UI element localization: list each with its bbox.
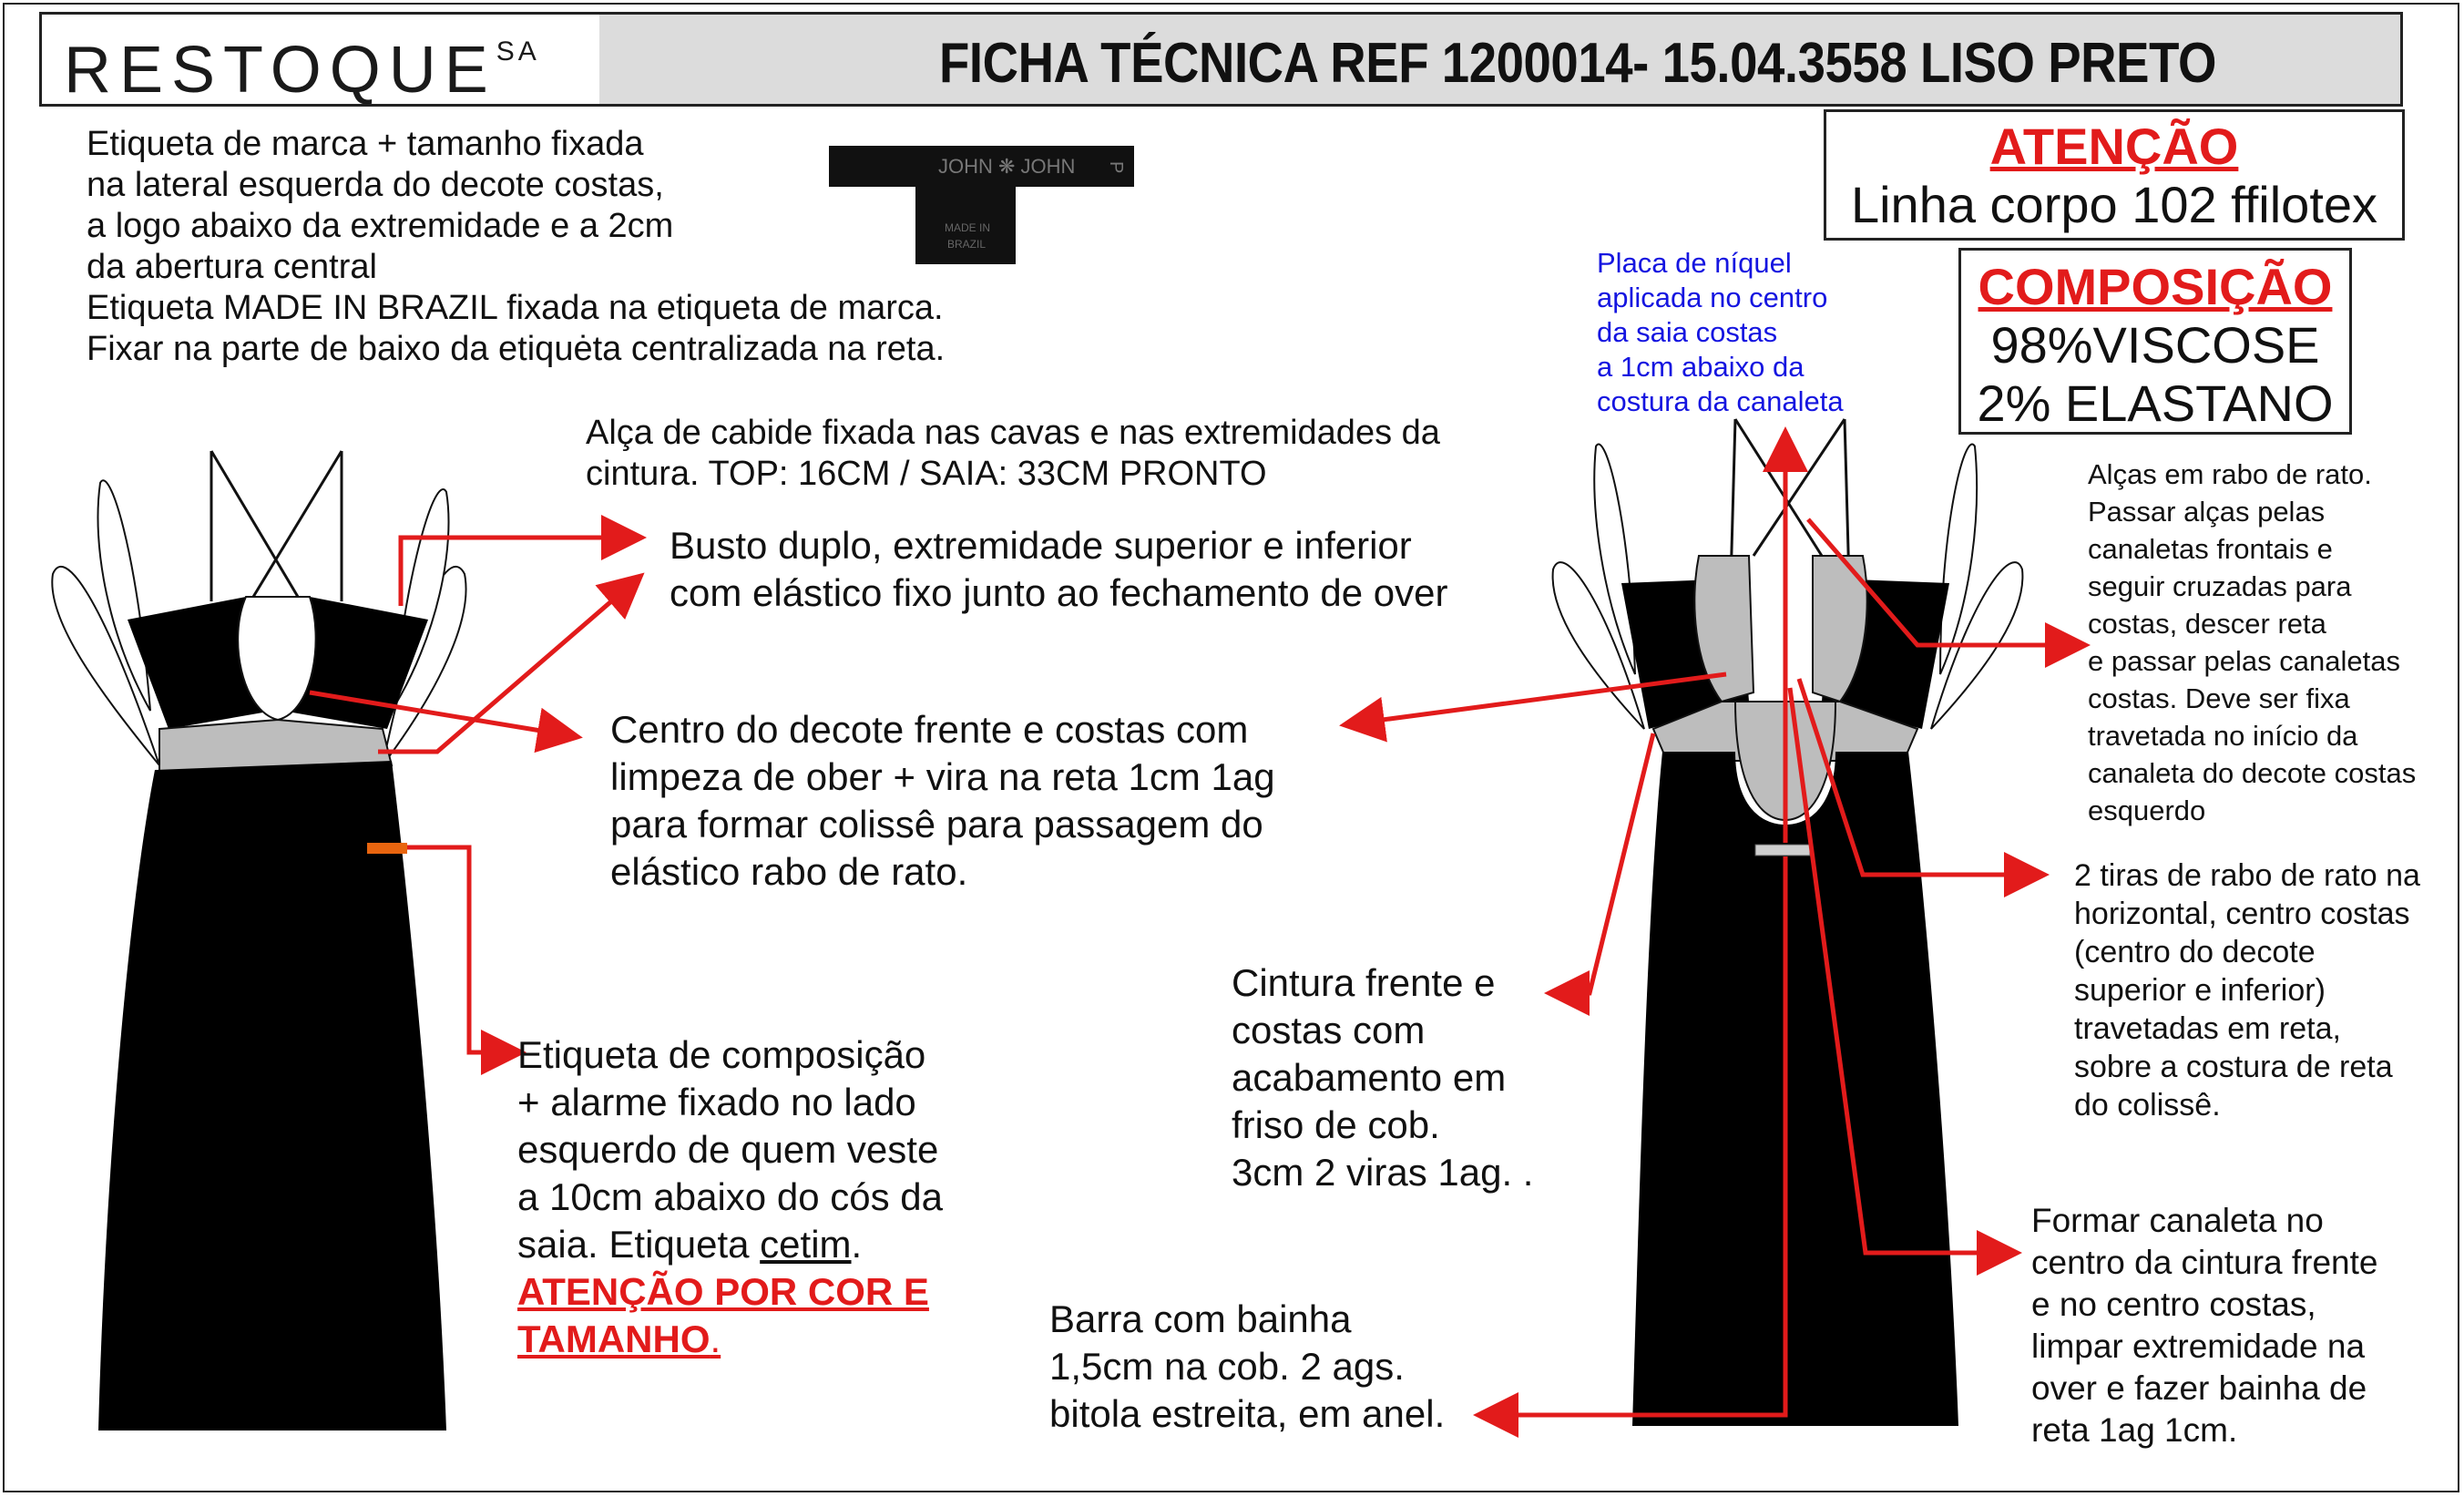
- composition-heading: COMPOSIÇÃO: [1978, 258, 2333, 315]
- neckline-note: Centro do decote frente e costas com limpeza de ober + vira na reta 1cm 1ag para formar colissê para passagem do elástico rabo de rato.: [610, 708, 1275, 893]
- attention-box: [1824, 109, 2405, 241]
- label-position-note: Etiqueta de marca + tamanho fixada na lateral esquerda do decote costas, a logo abaixo da extremidade e a 2cm da abertura central Etiqueta MADE IN BRAZIL fixada na etiqueta de marca. Fixar na parte de baixo da etiquėta centralizada na reta.: [87, 125, 946, 368]
- page-title: FICHA TÉCNICA REF 1200014- 15.04.3558 LISO PRETO: [939, 32, 2217, 95]
- composition-viscose: 98%VISCOSE: [1990, 316, 2320, 374]
- nickel-plate-note: Placa de níquel aplicada no centro da saia costas a 1cm abaixo da costura da canaleta: [1597, 247, 1844, 417]
- composition-label-note: Etiqueta de composição + alarme fixado no lado esquerdo de quem veste a 10cm abaixo do cós da saia. Etiqueta cetim. ATENÇÃO POR COR E TAMANHO.: [517, 1033, 943, 1360]
- hem-note: Barra com bainha 1,5cm na cob. 2 ags. bitola estreita, em anel.: [1049, 1297, 1446, 1435]
- tag-brand-text: JOHN ❋ JOHN: [938, 155, 1076, 178]
- tag-country: BRAZIL: [947, 238, 987, 251]
- hanger-strap-note: Alça de cabide fixada nas cavas e nas extremidades da cintura. TOP: 16CM / SAIA: 33CM PRONTO: [586, 414, 1440, 493]
- composition-elastane: 2% ELASTANO: [1977, 374, 2334, 432]
- tag-size-text: P: [1106, 161, 1126, 174]
- bust-note: Busto duplo, extremidade superior e inferior com elástico fixo junto ao fechamento de over: [670, 524, 1448, 614]
- thread-spec: Linha corpo 102 ffilotex: [1850, 176, 2378, 233]
- brand-suffix: SA: [496, 36, 540, 67]
- brand-name: RESTOQUE: [64, 34, 496, 107]
- color-size-warning: ATENÇÃO POR COR E: [517, 1270, 929, 1313]
- composition-box: [1958, 248, 2352, 435]
- channel-note: Formar canaleta no centro da cintura frente e no centro costas, limpar extremidade na over e fazer bainha de reta 1ag 1cm.: [2031, 1202, 2378, 1449]
- cetim-text: cetim: [760, 1223, 852, 1266]
- attention-heading: ATENÇÃO: [1989, 118, 2239, 175]
- strips-note: 2 tiras de rabo de rato na horizontal, centro costas (centro do decote superior e inferior) travetadas em reta, sobre a costura de reta do colissê.: [2074, 858, 2420, 1123]
- tag-made-in: MADE IN: [945, 221, 991, 234]
- front-view-dress: [52, 451, 465, 1430]
- waist-note: Cintura frente e costas com acabamento em friso de cob. 3cm 2 viras 1ag. .: [1232, 961, 1534, 1194]
- straps-note: Alças em rabo de rato. Passar alças pelas canaletas frontais e seguir cruzadas para costas, descer reta e passar pelas canaletas costas. Deve ser fixa travetada no início da canaleta do decote costas esquerdo: [2088, 458, 2417, 826]
